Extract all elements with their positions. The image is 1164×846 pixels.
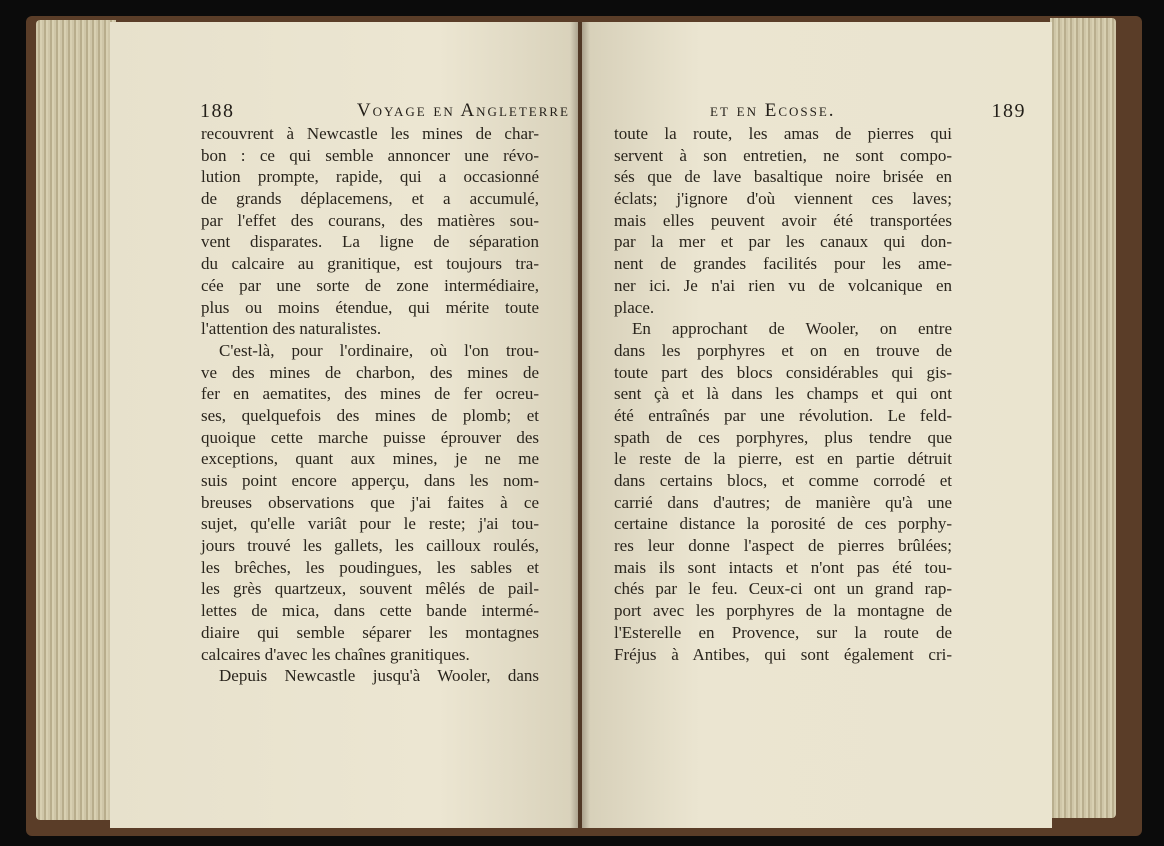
page-edges-left <box>36 20 116 820</box>
text-line: chés par le feu. Ceux-ci ont un grand rap- <box>614 579 952 599</box>
text-line: dans les porphyres et on en trouve de <box>614 340 952 360</box>
left-running-head: Voyage en Angleterre <box>356 100 570 121</box>
text-line: ve des mines de charbon, des mines de <box>201 362 539 382</box>
text-line: lettes de mica, dans cette bande intermé- <box>201 601 539 621</box>
book-gutter <box>570 22 590 828</box>
text-line: par l'effet des courans, des matières sou- <box>201 210 539 230</box>
text-line: ses, quelquefois des mines de plomb; et <box>201 405 539 425</box>
text-line: C'est-là, pour l'ordinaire, où l'on trou- <box>219 340 539 360</box>
right-page <box>582 22 1052 828</box>
text-line: fer en aematites, des mines de fer ocreu- <box>201 384 539 404</box>
text-line: du calcaire au granitique, est toujours tra- <box>201 254 539 274</box>
text-line: éclats; j'ignore d'où viennent ces laves; <box>614 189 952 209</box>
text-line: plus ou moins étendue, qui mérite toute <box>201 297 539 317</box>
text-line: bon : ce qui semble annoncer une révo- <box>201 145 539 165</box>
text-line: Fréjus à Antibes, qui sont également cri- <box>614 644 952 664</box>
text-line: sés que de lave basaltique noire brisée en <box>614 167 952 187</box>
text-line: servent à son entretien, ne sont compo- <box>614 145 952 165</box>
text-line: été entraînés par une révolution. Le feld- <box>614 405 952 425</box>
text-line: nent de grandes facilités pour les ame- <box>614 254 952 274</box>
text-line: les brêches, les poudingues, les sables et <box>201 557 539 577</box>
right-running-head: et en Ecosse. <box>710 100 836 121</box>
text-line: mais elles peuvent avoir été transportées <box>614 210 952 230</box>
text-line: lution prompte, rapide, qui a occasionné <box>201 167 539 187</box>
text-line: dans certains blocs, et comme corrodé et <box>614 471 952 490</box>
text-line: carrié dans d'autres; de manière qu'à une <box>614 492 952 512</box>
text-line: le reste de la pierre, est en partie détruit <box>614 449 952 469</box>
text-line: breuses observations que j'ai faites à ce <box>201 492 539 512</box>
text-line: cée par une sorte de zone intermédiaire, <box>201 275 539 295</box>
text-line: certaine distance la porosité de ces porphy- <box>614 514 952 534</box>
text-line: spath de ces porphyres, plus tendre que <box>614 427 952 447</box>
right-page-number: 189 <box>991 100 1026 122</box>
text-line: ner ici. Je n'ai rien vu de volcanique en <box>614 275 952 295</box>
text-line: les grès quartzeux, souvent mêlés de pail- <box>201 579 539 599</box>
text-line: vent disparates. La ligne de séparation <box>201 232 539 252</box>
text-line: l'Esterelle en Provence, sur la route de <box>614 622 952 642</box>
text-line: port avec les porphyres de la montagne de <box>614 601 952 621</box>
right-page-header <box>710 100 1026 123</box>
left-page-body <box>201 123 539 687</box>
left-page-header <box>200 100 570 123</box>
text-line: par la mer et par les canaux qui don- <box>614 232 952 252</box>
left-page-number: 188 <box>200 100 235 122</box>
text-line: res leur donne l'aspect de pierres brûlées; <box>614 536 952 556</box>
text-line: En approchant de Wooler, on entre <box>632 319 952 339</box>
text-line: mais ils sont intacts et n'ont pas été tou- <box>614 557 952 577</box>
left-page <box>110 22 578 828</box>
text-line: l'attention des naturalistes. <box>201 319 382 339</box>
right-page-body <box>614 123 952 665</box>
text-line: suis point encore apperçu, dans les nom- <box>201 471 539 490</box>
text-line: diaire qui semble séparer les montagnes <box>201 622 539 642</box>
text-line: sujet, qu'elle variât pour le reste; j'ai tou- <box>201 514 539 534</box>
text-line: sent çà et là dans les champs et qui ont <box>614 384 952 404</box>
text-line: jours trouvé les gallets, les cailloux roulés, <box>201 536 539 556</box>
text-line: Depuis Newcastle jusqu'à Wooler, dans <box>219 666 539 686</box>
text-line: recouvrent à Newcastle les mines de char- <box>201 124 539 143</box>
page-edges-right <box>1050 18 1116 818</box>
text-line: exceptions, quant aux mines, je ne me <box>201 449 539 469</box>
text-line: de grands déplacemens, et a accumulé, <box>201 189 539 209</box>
text-line: toute part des blocs considérables qui gis- <box>614 362 952 382</box>
text-line: calcaires d'avec les chaînes granitiques. <box>201 644 470 664</box>
text-line: quoique cette marche puisse éprouver des <box>201 427 539 447</box>
text-line: toute la route, les amas de pierres qui <box>614 124 952 143</box>
text-line: place. <box>614 297 655 317</box>
